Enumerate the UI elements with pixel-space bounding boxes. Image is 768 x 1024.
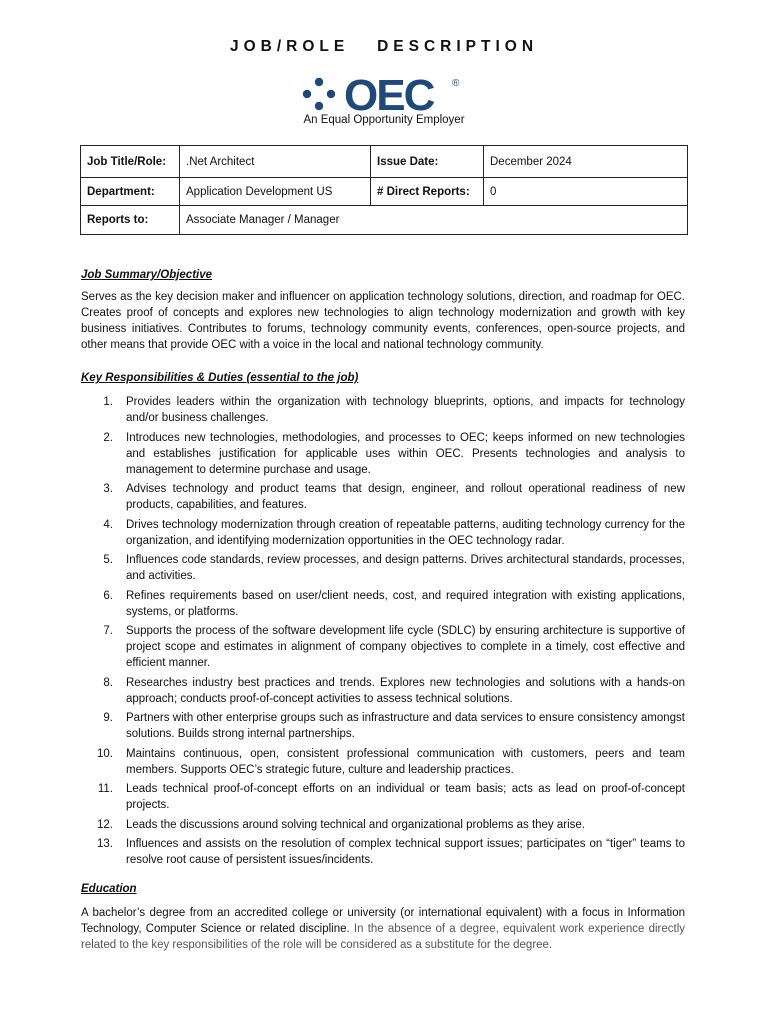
company-logo (0, 74, 768, 114)
list-item (81, 746, 685, 778)
list-item (81, 430, 685, 478)
department-label: Department: (81, 178, 180, 206)
list-item-text: Leads technical proof-of-concept efforts on an individual or team basis; acts as lead on proof-of-concept projects. (126, 783, 685, 811)
list-item-text: Partners with other enterprise groups such as infrastructure and data services to ensure consistency amongst solutions. Builds strong internal partnerships. (126, 712, 685, 740)
list-item-text: Leads the discussions around solving technical and organizational problems as they arise. (126, 818, 585, 831)
list-item-text: Supports the process of the software development life cycle (SDLC) by ensuring architecture is supportive of project scope and estimates in alignment of company objectives to complete in a timely, cost effective and efficient manner. (126, 625, 685, 669)
direct-reports-label: # Direct Reports: (371, 178, 484, 206)
education-heading: Education (81, 883, 137, 895)
duties-heading: Key Responsibilities & Duties (essential to the job) (81, 372, 359, 384)
list-item (81, 675, 685, 707)
job-info-table (80, 145, 688, 235)
list-item-number: 3. (103, 483, 113, 495)
education-section (81, 881, 685, 953)
list-item-number: 4. (103, 518, 113, 531)
education-text-primary: A bachelor’s degree from an accredited college or university (or international equivalent) with a focus in Information Technology, Computer Science or related discipline. (81, 907, 685, 935)
list-item (81, 817, 685, 833)
list-item-number: 5. (103, 554, 113, 566)
list-item-number: 11. (97, 783, 113, 795)
table-row (81, 146, 688, 178)
summary-section (81, 267, 685, 353)
logo-text: OEC (344, 74, 434, 114)
list-item (81, 552, 685, 584)
list-item-text: Influences and assists on the resolution of complex technical support issues; participates on “tiger” teams to resolve root cause of persistent issues/incidents. (126, 838, 685, 866)
duties-section (81, 370, 685, 872)
list-item-text: Introduces new technologies, methodologies, and processes to OEC; keeps informed on new technologies and establishes justification for applicable uses within OEC. Presents technologies and analysis to management to determine purchase and usage. (126, 431, 685, 476)
list-item-number: 13. (97, 838, 113, 850)
oec-logo-icon (300, 74, 468, 114)
list-item-text: Maintains continuous, open, consistent professional communication with customers, peers and team members. Supports OEC’s strategic future, culture and leadership practices. (126, 747, 685, 776)
page-title: JOB/ROLE DESCRIPTION (229, 38, 539, 55)
list-item (81, 481, 685, 513)
list-item (81, 623, 685, 671)
list-item-text: Influences code standards, review processes, and design patterns. Drives architectural standards, processes, and activities. (126, 554, 685, 582)
list-item-text: Researches industry best practices and trends. Explores new technologies and solutions with a hands-on approach; conducts proof-of-concept activities to assess technical solutions. (126, 676, 685, 705)
list-item (81, 394, 685, 426)
issue-date-label: Issue Date: (371, 146, 484, 178)
list-item-text: Advises technology and product teams that design, engineer, and rollout operational readiness of new products, capabilities, and features. (126, 483, 685, 511)
list-item-text: Provides leaders within the organization with technology blueprints, options, and impacts for technology and/or business challenges. (126, 396, 685, 424)
list-item-text: Refines requirements based on user/client needs, cost, and required integration with existing applications, systems, or platforms. (126, 589, 685, 618)
list-item (81, 710, 685, 742)
list-item-number: 2. (103, 431, 113, 444)
list-item-number: 1. (103, 396, 113, 408)
table-row (81, 178, 688, 206)
list-item-number: 12. (97, 818, 113, 831)
logo-registered-mark: ® (452, 78, 460, 89)
list-item-text: Drives technology modernization through creation of repeatable patterns, auditing technology currency for the organization, and identifying modernization opportunities in the OEC technology radar. (126, 518, 685, 547)
logo-dot-left (303, 90, 311, 98)
department-value: Application Development US (180, 178, 371, 206)
tagline: An Equal Opportunity Employer (303, 114, 465, 126)
direct-reports-value: 0 (484, 178, 688, 206)
education-text-secondary: In the absence of a degree, equivalent work experience directly related to the key responsibilities of the role will be considered as a substitute for the degree. (81, 923, 686, 951)
list-item (81, 588, 685, 620)
list-item (81, 517, 685, 549)
summary-text: Serves as the key decision maker and influencer on application technology solutions, direction, and roadmap for OEC. Creates proof of concepts and explores new technologies to align technology modernization and growth with key business initiatives. Contributes to forums, technology community events, conferences, open-source projects, and other means that provide OEC with a voice in the local and national technology community. (81, 291, 685, 351)
issue-date-value: December 2024 (484, 146, 688, 178)
table-row (81, 206, 688, 235)
list-item-number: 6. (103, 589, 113, 602)
reports-to-value: Associate Manager / Manager (180, 206, 688, 235)
list-item-number: 9. (103, 712, 113, 724)
list-item-number: 10. (97, 747, 113, 760)
education-text (81, 905, 685, 953)
logo-dot-bottom (315, 102, 323, 110)
logo-dot-right (327, 90, 335, 98)
job-title-label: Job Title/Role: (81, 146, 180, 178)
reports-to-label: Reports to: (81, 206, 180, 235)
list-item (81, 781, 685, 813)
summary-heading: Job Summary/Objective (81, 269, 213, 281)
list-item-number: 8. (103, 676, 113, 689)
duties-list (81, 394, 685, 868)
list-item-number: 7. (103, 625, 113, 637)
logo-dot-top (315, 78, 323, 86)
job-title-value: .Net Architect (180, 146, 371, 178)
list-item (81, 836, 685, 868)
